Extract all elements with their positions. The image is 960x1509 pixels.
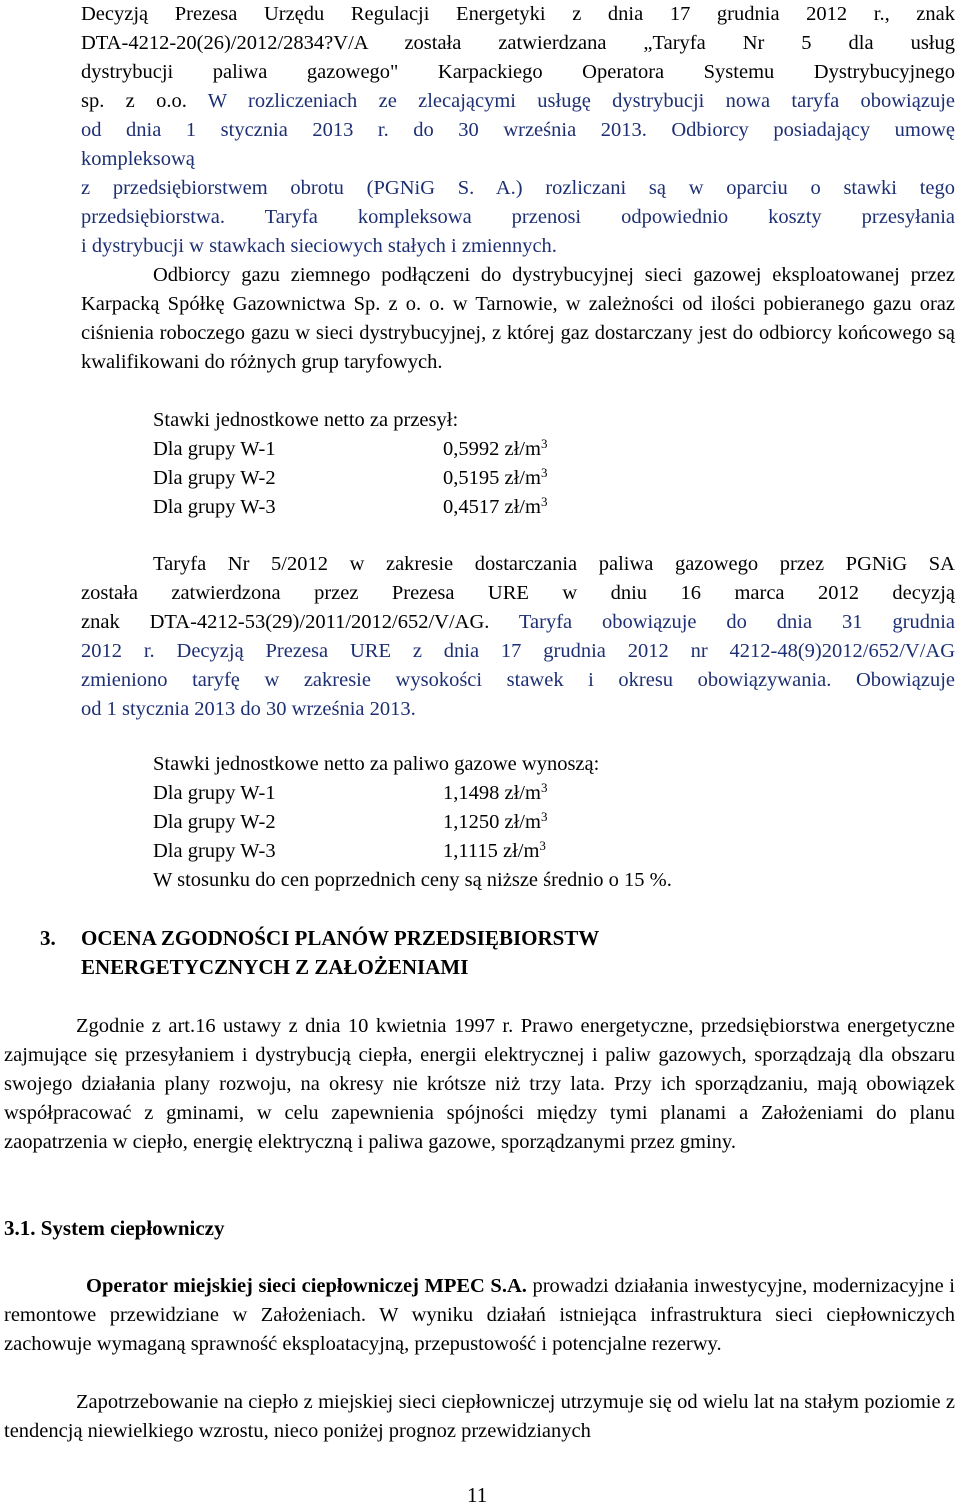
section-number: 3. [40, 926, 56, 950]
rate-value [443, 435, 547, 464]
section-3-1-heading: 3.1. System ciepłowniczy [4, 1216, 225, 1240]
text-line: Decyzją Prezesa Urzędu Regulacji Energetyki z dnia 17 grudnia 2012 r., znak [81, 3, 955, 25]
rate-value [443, 493, 547, 522]
rate-label: Dla grupy W-3 [153, 496, 276, 518]
text-line: od 1 stycznia 2013 do 30 września 2013. [81, 698, 416, 720]
text-line: DTA-4212-20(26)/2012/2834?V/A została zatwierdzana „Taryfa Nr 5 dla usług [81, 32, 955, 54]
text-line [81, 116, 955, 145]
text-line: i dystrybucji w stawkach sieciowych stałych i zmiennych. [81, 235, 557, 257]
rate-value [443, 837, 546, 866]
highlighted-text: z przedsiębiorstwem obrotu (PGNiG S. A.) [81, 177, 523, 199]
superscript: 3 [539, 838, 546, 853]
customer-groups-paragraph: Odbiorcy gazu ziemnego podłączeni do dystrybucyjnej sieci gazowej eksploatowanej przez Karpacką Spółkę Gazownictwa Sp. z o. o. w Tarnowie, w zależności od ilości pobieranego gazu oraz ciśnienia roboczego gazu w sieci dystrybucyjnej, z której gaz dostarczany jest do odbiorcy końcowego są kwalifikowani do różnych grup taryfowych. [81, 264, 955, 373]
rate-amount: 0,4517 zł/m [443, 496, 541, 518]
rate-amount: 0,5992 zł/m [443, 438, 541, 460]
superscript: 3 [540, 494, 548, 509]
text-line [81, 637, 955, 666]
text-line [81, 174, 955, 203]
highlighted-text: rozliczani są w oparciu o stawki tego [522, 177, 955, 199]
text-span: sp. z o.o. [81, 90, 208, 112]
section-title-line: ENERGETYCZNYCH Z ZAŁOŻENIAMI [81, 955, 469, 979]
fuel-rates-title: Stawki jednostkowe netto za paliwo gazowe wynoszą: [153, 753, 600, 775]
highlighted-text: od dnia 1 stycznia 2013 r. do 30 września 2013. [81, 119, 672, 141]
text-span: prowadzi działania inwestycyjne, modernizacyjne i remontowe przewidziane w Założeniach. W wyniku działań istniejąca infrastruktura sieci ciepłowniczych zachowuje wymaganą sprawność eksploatacyjną, przepustowość i potencjalne rezerwy. [4, 1275, 955, 1355]
rate-value [443, 779, 547, 808]
highlighted-text: 2012 r. [81, 640, 177, 662]
rate-label: Dla grupy W-1 [153, 438, 276, 460]
rate-amount: 0,5195 zł/m [443, 467, 541, 489]
superscript: 3 [540, 436, 548, 451]
mpec-operator-paragraph [4, 1272, 955, 1359]
text-span: znak DTA-4212-53(29)/2011/2012/652/V/AG. [81, 611, 519, 633]
rate-amount: 1,1498 zł/m [443, 782, 541, 804]
rate-label: Dla grupy W-3 [153, 840, 276, 862]
text-line: została zatwierdzona przez Prezesa URE w dniu 16 marca 2012 decyzją [81, 582, 955, 604]
rate-label: Dla grupy W-2 [153, 811, 276, 833]
highlighted-text: W rozliczeniach ze zlecającymi usługę dystrybucji nowa taryfa obowiązuje [207, 90, 955, 112]
heat-demand-paragraph: Zapotrzebowanie na ciepło z miejskiej sieci ciepłowniczej utrzymuje się od wielu lat na stałym poziomie z tendencją niewielkiego wzrostu, nieco poniżej prognoz przewidzianych [4, 1391, 955, 1442]
rate-label: Dla grupy W-1 [153, 782, 276, 804]
text-line [81, 87, 955, 116]
section-title-line: OCENA ZGODNOŚCI PLANÓW PRZEDSIĘBIORSTW [81, 926, 600, 950]
highlighted-text: zmieniono taryfę w zakresie wysokości stawek i okresu obowiązywania. [81, 669, 856, 691]
rate-amount: 1,1250 zł/m [443, 811, 541, 833]
transmission-rates-title: Stawki jednostkowe netto za przesył: [153, 409, 459, 431]
superscript: 3 [540, 809, 548, 824]
energy-law-paragraph: Zgodnie z art.16 ustawy z dnia 10 kwietnia 1997 r. Prawo energetyczne, przedsiębiorstwa energetyczne zajmujące się przesyłaniem i dystrybucją ciepła, energii elektrycznej i paliw gazowych, sporządzają dla obszaru swojego działania plany rozwoju, na okresy nie krótsze niż trzy lata. Przy ich sporządzaniu, mają obowiązek współpracować z gminami, w celu zapewnienia spójności między tymi planami a Założeniami do planu zaopatrzenia w ciepło, energię elektryczną i paliwa gazowe, sporządzanymi przez gminy. [4, 1015, 955, 1153]
highlighted-text: Odbiorcy posiadający umowę [671, 119, 955, 141]
highlighted-text: Taryfa kompleksowa przenosi odpowiednio koszty przesyłania [264, 206, 955, 228]
text-line: Taryfa Nr 5/2012 w zakresie dostarczania paliwa gazowego przez PGNiG SA [153, 553, 955, 575]
rate-label: Dla grupy W-2 [153, 467, 276, 489]
text-line: dystrybucji paliwa gazowego" Karpackiego Operatora Systemu Dystrybucyjnego [81, 61, 955, 83]
text-line [81, 203, 955, 232]
page-number: 11 [467, 1483, 488, 1507]
price-change-note: W stosunku do cen poprzednich ceny są niższe średnio o 15 %. [153, 869, 672, 891]
text-line: kompleksową [81, 148, 195, 170]
rate-value [443, 808, 547, 837]
highlighted-text: Taryfa obowiązuje do dnia 31 grudnia [518, 611, 955, 633]
text-line [81, 666, 955, 695]
rate-value [443, 464, 547, 493]
highlighted-text: przedsiębiorstwa. [81, 206, 265, 228]
rate-amount: 1,1115 zł/m [443, 840, 540, 862]
superscript: 3 [540, 780, 548, 795]
highlighted-text: Obowiązuje [855, 669, 955, 691]
operator-name: Operator miejskiej sieci ciepłowniczej MPEC S.A. [86, 1275, 527, 1297]
highlighted-text: Decyzją Prezesa URE z dnia 17 grudnia 2012 nr 4212-48(9)2012/652/V/AG [176, 640, 955, 662]
superscript: 3 [540, 465, 548, 480]
text-line [81, 608, 955, 637]
